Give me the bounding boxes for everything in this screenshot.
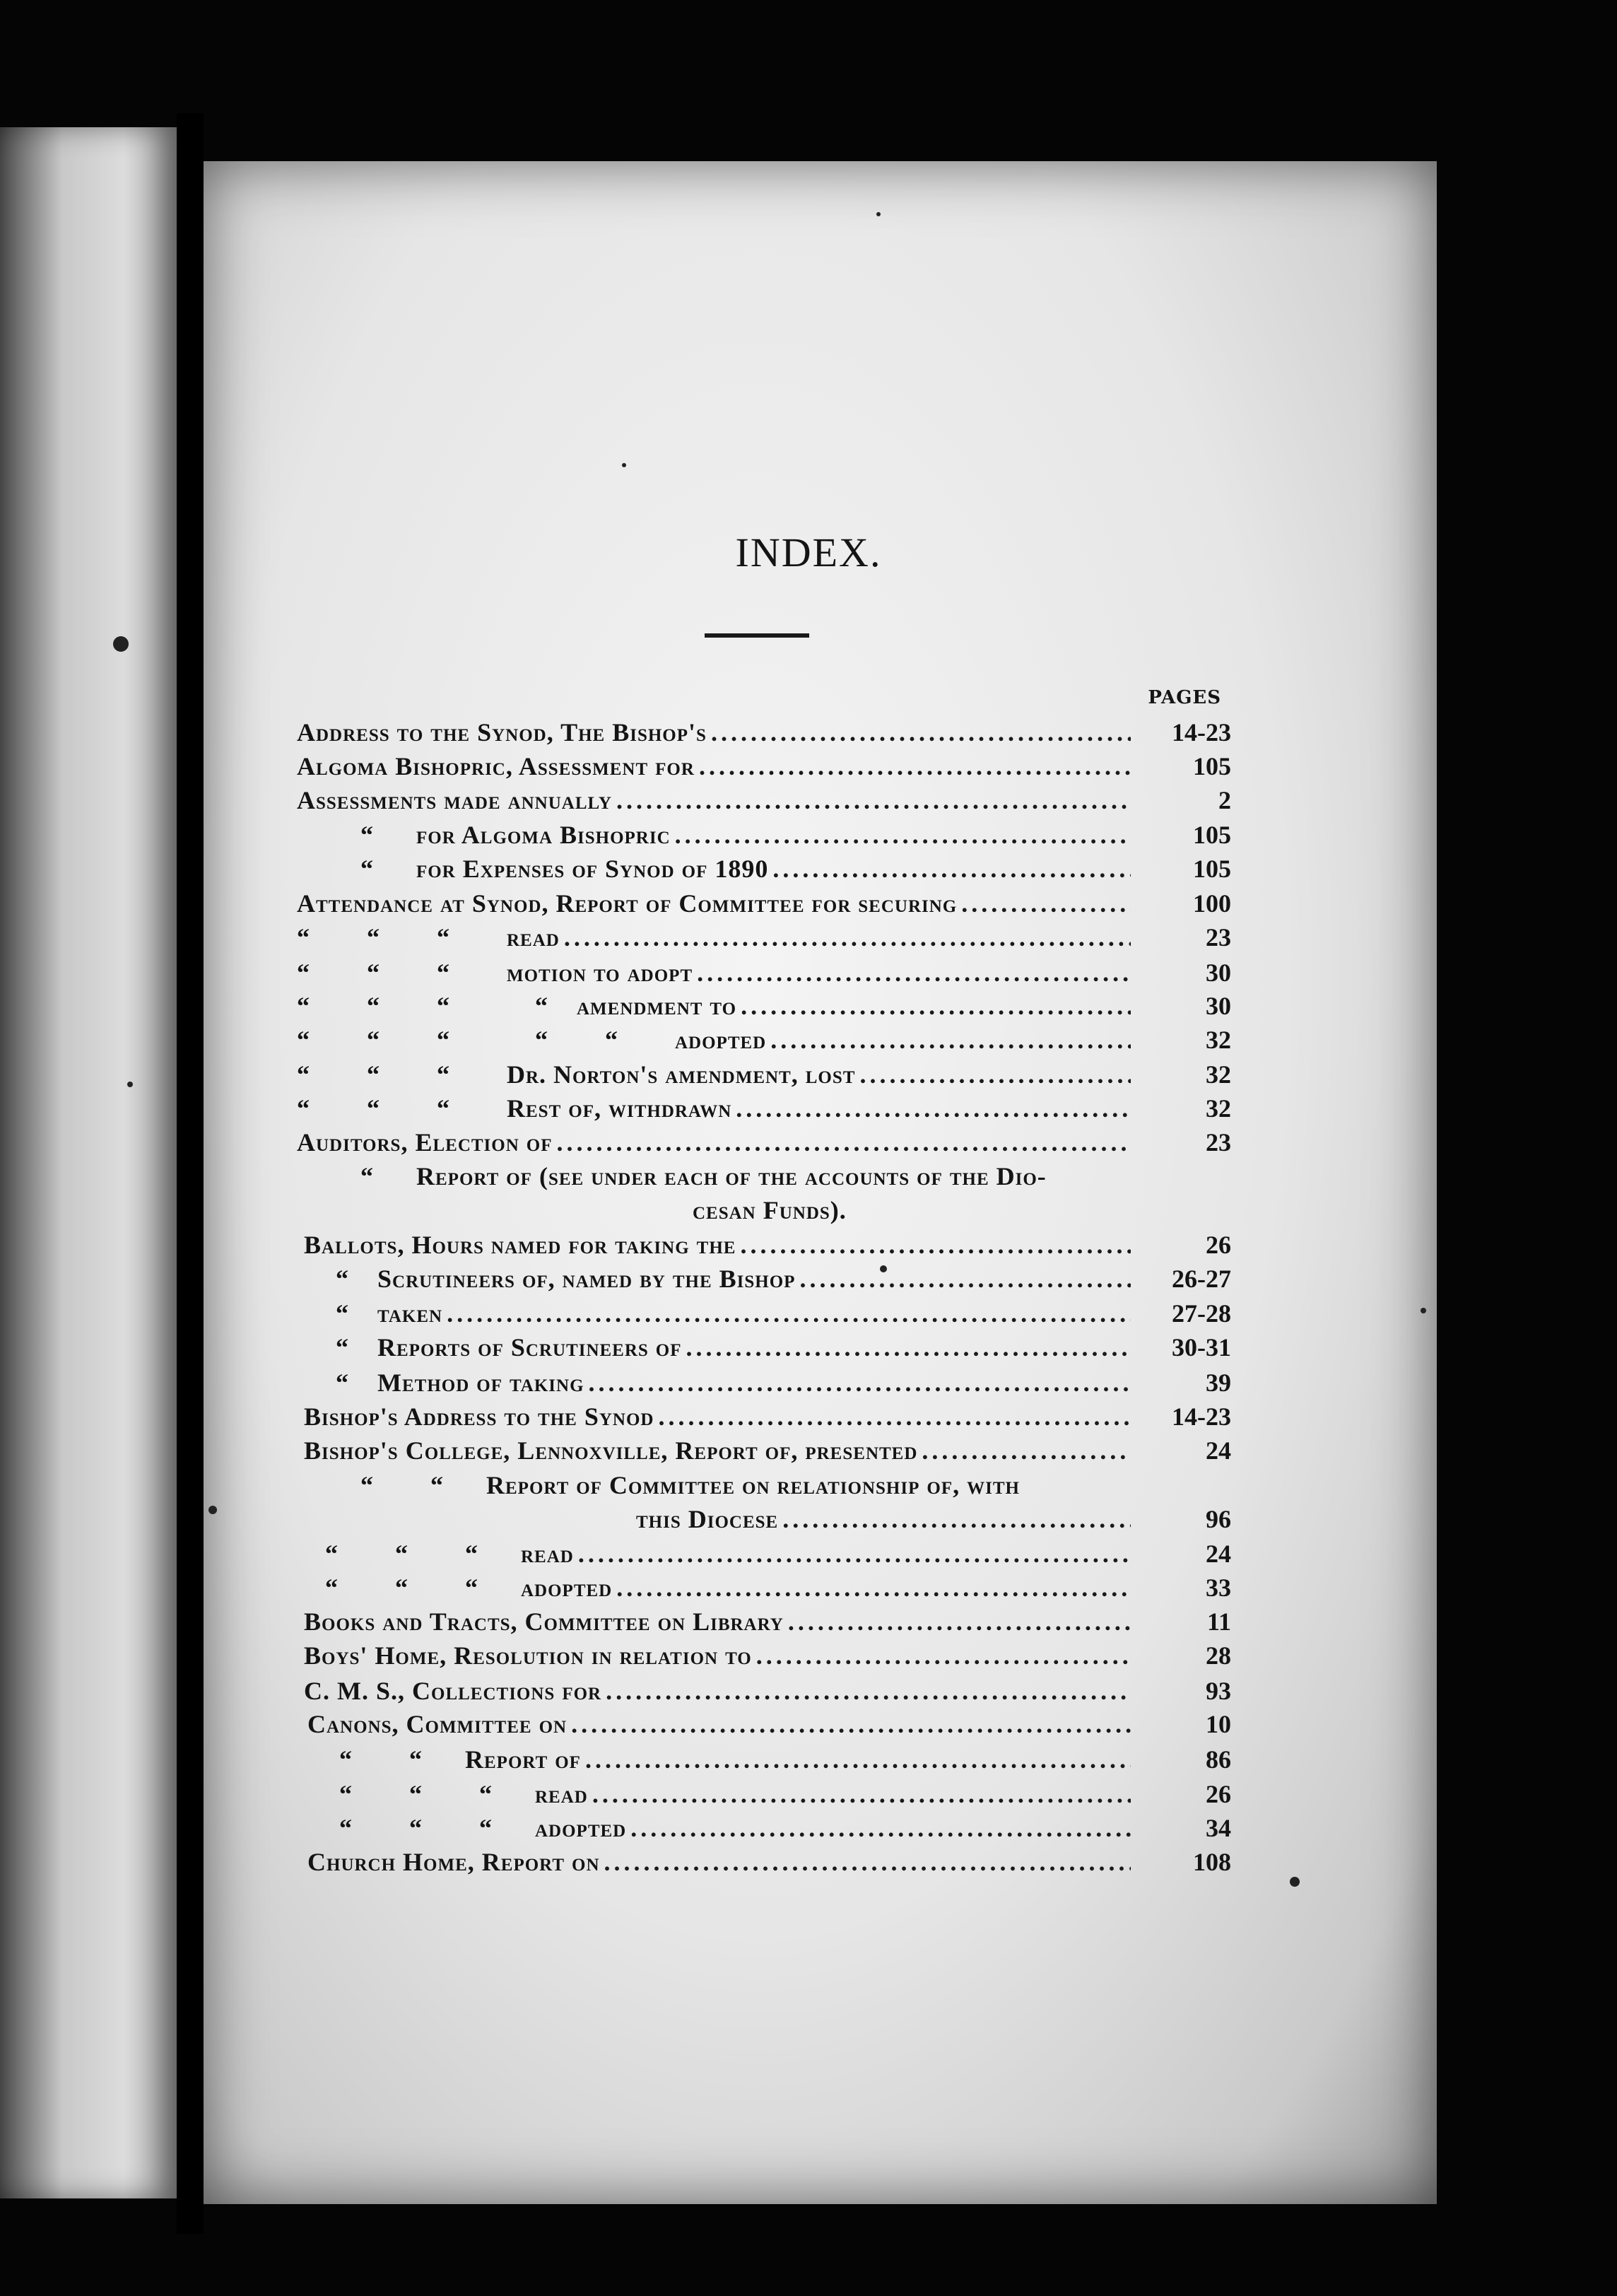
index-entry xyxy=(297,1844,1231,1878)
dot-leader xyxy=(604,1846,1131,1878)
index-entry-pages: 2 xyxy=(1218,786,1231,814)
index-entry-pages: 23 xyxy=(1206,923,1231,951)
index-entry-text: “ “ “ read xyxy=(339,1780,588,1808)
index-entry-pages: 33 xyxy=(1206,1574,1231,1602)
page-title: INDEX. xyxy=(735,529,882,575)
index-entry-pages: 32 xyxy=(1206,1094,1231,1123)
index-entry-pages: 32 xyxy=(1206,1026,1231,1054)
index-entry-pages: 105 xyxy=(1193,821,1231,849)
index-entry-text: “ “ Report of xyxy=(339,1745,581,1774)
dot-leader xyxy=(1024,1470,1220,1501)
scan-speck xyxy=(1421,1308,1426,1313)
index-entry xyxy=(297,919,1231,953)
scan-speck xyxy=(622,463,626,467)
index-entry-pages: 108 xyxy=(1193,1848,1231,1876)
index-entry-text: “ “ “ adopted xyxy=(339,1814,627,1842)
index-entry-text: Address to the Synod, The Bishop's xyxy=(297,718,707,746)
dot-leader xyxy=(675,819,1131,850)
index-entry xyxy=(297,1329,1231,1363)
index-entry xyxy=(297,850,1231,884)
index-entry-text: Attendance at Synod, Report of Committee for securing xyxy=(297,889,958,918)
dot-leader xyxy=(770,1024,1131,1055)
index-entry-text: C. M. S., Collections for xyxy=(304,1677,602,1705)
index-entry xyxy=(297,988,1231,1021)
dot-leader xyxy=(782,1504,1131,1535)
dot-leader xyxy=(630,1812,1131,1844)
index-entry xyxy=(297,714,1231,748)
scan-speck xyxy=(1290,1877,1300,1887)
dot-leader xyxy=(741,990,1131,1021)
index-entry-pages: 93 xyxy=(1206,1677,1231,1705)
dot-leader xyxy=(592,1779,1131,1810)
index-entry xyxy=(297,1535,1231,1569)
index-entry-text: “ taken xyxy=(336,1299,443,1328)
index-entry xyxy=(297,1021,1231,1055)
index-entry xyxy=(297,1501,1231,1535)
index-entry-text: “ “ “ adopted xyxy=(325,1574,613,1602)
index-entry-text: “ Report of (see under each of the accounts of the Dio- xyxy=(360,1162,1047,1190)
index-entry-text: Bishop's Address to the Synod xyxy=(304,1402,654,1431)
dot-leader xyxy=(606,1675,1131,1706)
index-entry-pages: 11 xyxy=(1206,1607,1231,1636)
index-entry xyxy=(297,1124,1231,1158)
index-entry-text: “ “ “ read xyxy=(325,1540,574,1568)
index-entry-text: Ballots, Hours named for taking the xyxy=(304,1231,736,1259)
index-entry-pages: 23 xyxy=(1206,1128,1231,1156)
dot-leader xyxy=(788,1606,1131,1637)
index-entry-text: Algoma Bishopric, Assessment for xyxy=(297,752,695,780)
index-entry-text: “ “ “ “ “ adopted xyxy=(297,1026,767,1054)
index-entry-text: “ Scrutineers of, named by the Bishop xyxy=(336,1265,796,1293)
index-entry xyxy=(297,1776,1231,1810)
index-entry xyxy=(297,1056,1231,1090)
index-entry-text: Books and Tracts, Committee on Library xyxy=(304,1607,784,1636)
index-entry-text: “ “ “ Dr. Norton's amendment, lost xyxy=(297,1060,856,1089)
index-entry-pages: 100 xyxy=(1193,889,1231,918)
index-entry-text: this Diocese xyxy=(636,1505,779,1533)
pages-column-header: PAGES xyxy=(1148,687,1221,708)
index-entry xyxy=(297,1226,1231,1260)
index-entry xyxy=(297,1364,1231,1398)
dot-leader xyxy=(447,1298,1131,1329)
index-entry xyxy=(297,1810,1231,1844)
dot-leader xyxy=(756,1640,1131,1671)
index-entry xyxy=(297,1706,1231,1740)
index-entry-pages: 39 xyxy=(1206,1369,1231,1397)
index-entry-pages: 32 xyxy=(1206,1060,1231,1089)
index-entry-text: “ Method of taking xyxy=(336,1369,584,1397)
index-entry xyxy=(297,1192,1227,1226)
index-entry-text: “ “ “ motion to adopt xyxy=(297,959,693,987)
index-entry-text: “ “ “ read xyxy=(297,923,560,951)
dot-leader xyxy=(711,717,1131,748)
index-entry-text: “ for Expenses of Synod of 1890 xyxy=(360,855,769,883)
index-entry xyxy=(297,1260,1231,1294)
scan-speck xyxy=(880,1265,887,1272)
index-entry-pages: 10 xyxy=(1206,1710,1231,1738)
index-entry-text: Church Home, Report on xyxy=(307,1848,600,1876)
index-entry xyxy=(297,1295,1231,1329)
index-entry-text: Boys' Home, Resolution in relation to xyxy=(304,1641,752,1670)
dot-leader xyxy=(922,1435,1131,1466)
index-entry xyxy=(297,1432,1231,1466)
dot-leader xyxy=(961,888,1131,919)
index-entry xyxy=(297,748,1231,782)
dot-leader xyxy=(616,785,1131,816)
index-entry xyxy=(297,1467,1227,1501)
index-entry xyxy=(297,1158,1227,1192)
index-entry-pages: 24 xyxy=(1206,1436,1231,1465)
index-entry-text: Auditors, Election of xyxy=(297,1128,553,1156)
index-entry-pages: 34 xyxy=(1206,1814,1231,1842)
index-entry xyxy=(297,782,1231,816)
index-entry xyxy=(297,954,1231,988)
dot-leader xyxy=(578,1538,1131,1569)
index-entry-pages: 105 xyxy=(1193,855,1231,883)
dot-leader xyxy=(585,1744,1131,1775)
dot-leader xyxy=(859,1059,1131,1090)
index-entry xyxy=(297,1673,1231,1706)
scan-speck xyxy=(876,212,881,216)
index-entry xyxy=(297,885,1231,919)
dot-leader xyxy=(799,1263,1131,1294)
index-entry-text: “ Reports of Scrutineers of xyxy=(336,1333,682,1361)
dot-leader xyxy=(686,1332,1131,1363)
scan-speck xyxy=(208,1506,217,1514)
scan-speck xyxy=(113,636,129,652)
index-entry-text: Bishop's College, Lennoxville, Report of, presented xyxy=(304,1436,918,1465)
index-entry-pages: 26-27 xyxy=(1172,1265,1231,1293)
scan-speck xyxy=(127,1082,133,1087)
index-entry xyxy=(297,1398,1231,1432)
index-entry-pages: 26 xyxy=(1206,1231,1231,1259)
index-entry-text: “ “ “ Rest of, withdrawn xyxy=(297,1094,732,1123)
index-entry-text: Canons, Committee on xyxy=(307,1710,568,1738)
dot-leader xyxy=(772,853,1131,884)
index-entry xyxy=(297,1741,1231,1775)
index-entry-pages: 30-31 xyxy=(1172,1333,1231,1361)
index-entry-text: “ “ Report of Committee on relationship of, with xyxy=(360,1471,1020,1499)
dot-leader xyxy=(697,957,1131,988)
index-entry-pages: 86 xyxy=(1206,1745,1231,1774)
index-entry-text: cesan Funds). xyxy=(693,1196,847,1224)
index-entry-pages: 96 xyxy=(1206,1505,1231,1533)
dot-leader xyxy=(736,1093,1131,1124)
index-entry-pages: 14-23 xyxy=(1172,718,1231,746)
dot-leader xyxy=(557,1127,1131,1158)
index-entry xyxy=(297,1603,1231,1637)
dot-leader xyxy=(740,1229,1131,1260)
index-entry-pages: 28 xyxy=(1206,1641,1231,1670)
index-entry xyxy=(297,1569,1231,1603)
index-entry xyxy=(297,1090,1231,1124)
index-entry-text: Assessments made annually xyxy=(297,786,612,814)
index-entry-pages: 105 xyxy=(1193,752,1231,780)
index-entry-text: “ “ “ “ amendment to xyxy=(297,992,737,1020)
index-entry-pages: 30 xyxy=(1206,992,1231,1020)
dot-leader xyxy=(564,922,1131,953)
index-entry-pages: 24 xyxy=(1206,1540,1231,1568)
index-entry xyxy=(297,1637,1231,1671)
index-entry-pages: 14-23 xyxy=(1172,1402,1231,1431)
dot-leader xyxy=(1051,1161,1220,1192)
dot-leader xyxy=(616,1572,1131,1603)
index-entry-pages: 30 xyxy=(1206,959,1231,987)
index-entry-text: “ for Algoma Bishopric xyxy=(360,821,671,849)
index-entry-pages: 26 xyxy=(1206,1780,1231,1808)
dot-leader xyxy=(658,1401,1131,1432)
dot-leader xyxy=(699,751,1131,782)
index-entry xyxy=(297,816,1231,850)
index-entry-pages: 27-28 xyxy=(1172,1299,1231,1328)
dot-leader xyxy=(571,1709,1131,1740)
dot-leader xyxy=(851,1195,1220,1226)
dot-leader xyxy=(589,1367,1131,1398)
